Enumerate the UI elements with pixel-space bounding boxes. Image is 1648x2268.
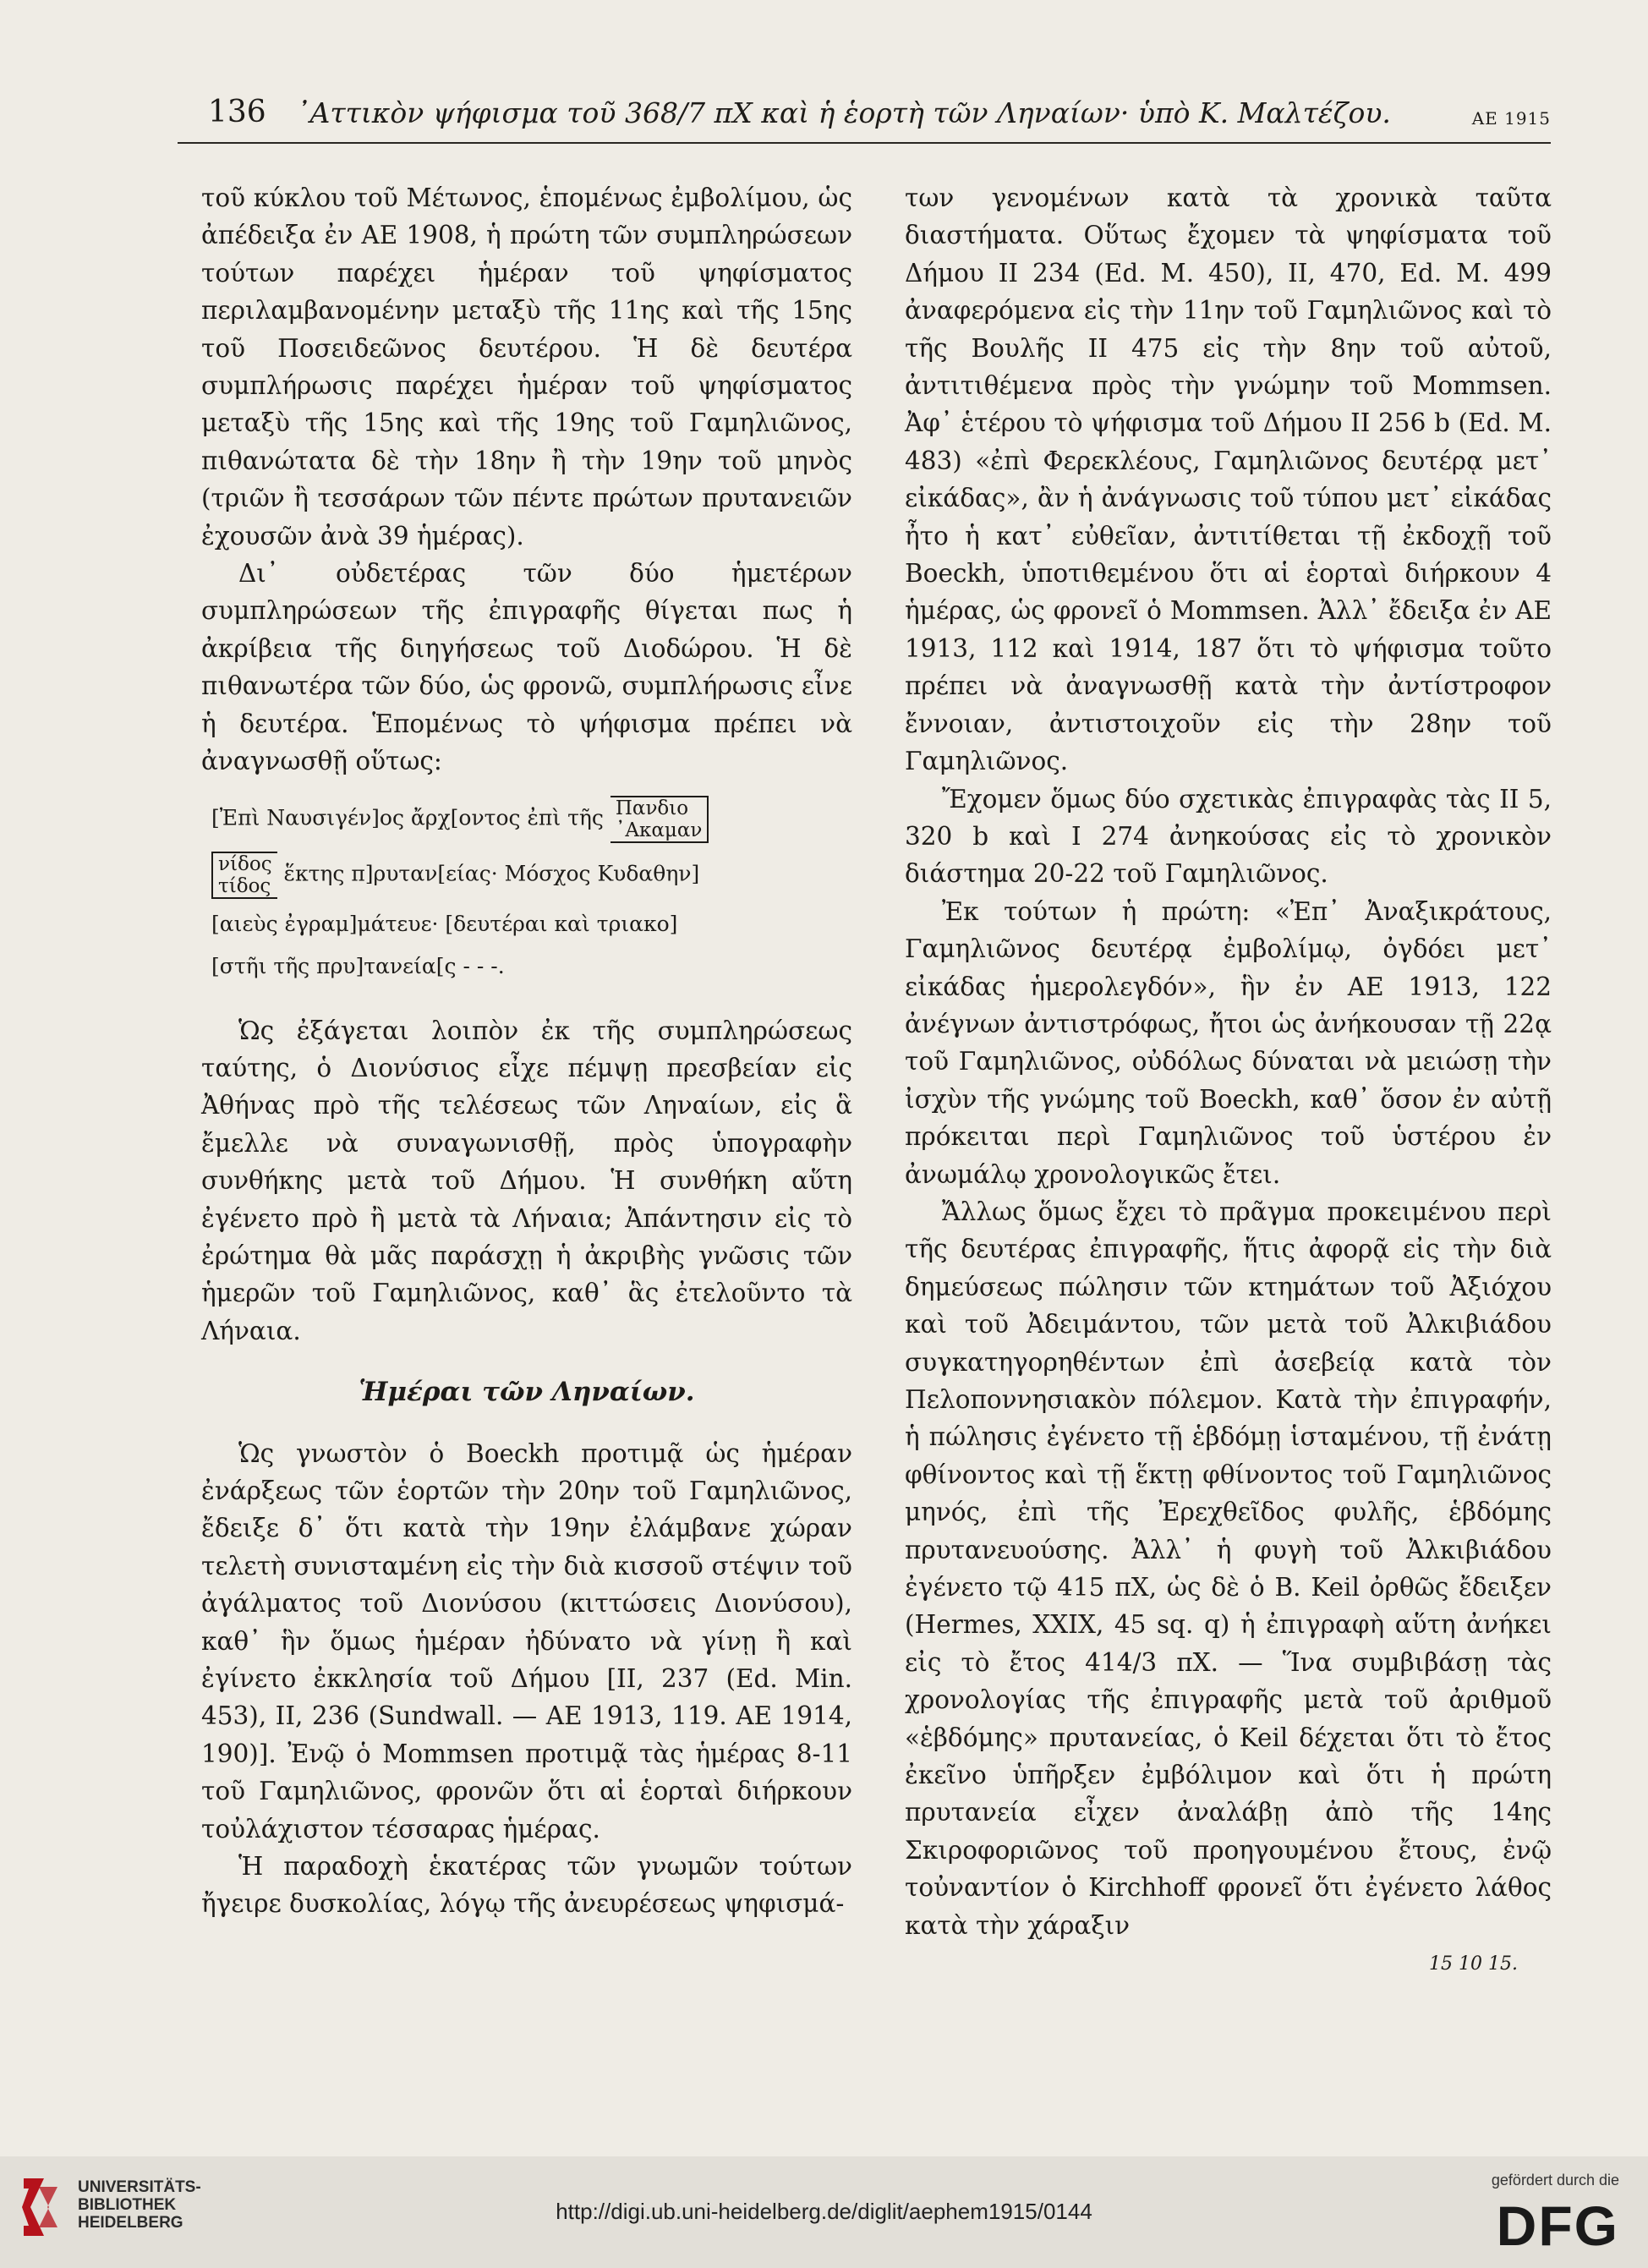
section-heading: Ἡμέραι τῶν Ληναίων. bbox=[359, 1377, 695, 1408]
reading-option: τίδος bbox=[218, 874, 271, 897]
page-header bbox=[178, 91, 1551, 144]
date-mark: 15 10 15. bbox=[1429, 1953, 1518, 1975]
paragraph: των γενομένων κατὰ τὰ χρονικὰ ταῦτα διαστήματα. Οὕτως ἔχομεν τὰ ψηφίσματα τοῦ Δήμου ΙΙ 234 (Ed. M. 450), ΙΙ, 470, Ed. M. 499 ἀναφερόμενα εἰς τὴν 11ην τοῦ Γαμηλιῶνος καὶ τὸ τῆς Βουλῆς ΙΙ 475 εἰς τὴν 8ην τοῦ αὐτοῦ, ἀντιτιθέμενα πρὸς τὴν γνώμην τοῦ Mommsen. Ἀφ᾿ ἑτέρου τὸ ψήφισμα τοῦ Δήμου ΙΙ 256 b (Ed. M. 483) «ἐπὶ Φερεκλέους, Γαμηλιῶνος δευτέρᾳ μετ᾿ εἰκάδας», ἂν ἡ ἀνάγνωσις τοῦ τύπου μετ᾿ εἰκάδας ἦτο ἡ κατ᾿ εὐθεῖαν, ἀντιτίθεται τῇ ἐκδοχῇ τοῦ Boeckh, ὑποτιθεμένου ὅτι αἱ ἑορταὶ διήρκουν 4 ἡμέρας, ὡς φρονεῖ ὁ Mommsen. Ἀλλ᾿ ἔδειξα ἐν ΑΕ 1913, 112 καὶ 1914, 187 ὅτι τὸ ψήφισμα τοῦτο πρέπει νὰ ἀναγνωσθῇ κατὰ τὴν ἀντίστροφον ἔννοιαν, ἀντιστοιχοῦν εἰς τὴν 28ην τοῦ Γαμηλιῶνος. bbox=[905, 184, 1552, 776]
paragraph: Ὡς γνωστὸν ὁ Boeckh προτιμᾷ ὡς ἡμέραν ἐνάρξεως τῶν ἑορτῶν τὴν 20ην τοῦ Γαμηλιῶνος, ἔδειξε δ᾿ ὅτι κατὰ τὴν 19ην ἐλάμβανε χώραν τελετὴ συνισταμένη εἰς τὴν διὰ κισσοῦ στέψιν τοῦ ἀγάλματος τοῦ Διονύσου (κιττώσεις Διονύσου), καθ᾿ ἣν ὅμως ἡμέραν ἠδύνατο νὰ γίνῃ ἢ καὶ ἐγίνετο ἐκκλησία τοῦ Δήμου [ΙΙ, 237 (Ed. Min. 453), ΙΙ, 236 (Sundwall. — ΑΕ 1913, 119. ΑΕ 1914, 190)]. Ἐνῷ ὁ Mommsen προτιμᾷ τὰς ἡμέρας 8-11 τοῦ Γαμηλιῶνος, φρονῶν ὅτι αἱ ἑορταὶ διήρκουν τοὐλάχιστον τέσσαρας ἡμέρας. bbox=[201, 1438, 852, 1843]
paragraph: Ὡς ἐξάγεται λοιπὸν ἐκ τῆς συμπληρώσεως ταύτης, ὁ Διονύσιος εἶχε πέμψῃ πρεσβείαν εἰς Ἀθήνας πρὸ τῆς τελέσεως τῶν Ληναίων, εἰς ἃ ἔμελλε νὰ συναγωνισθῇ, πρὸς ὑπογραφὴν συνθήκης μετὰ τοῦ Δήμου. Ἡ συνθήκη αὕτη ἐγένετο πρὸ ἢ μετὰ τὰ Λήναια; Ἀπάντησιν εἰς τὸ ἐρώτημα θὰ μᾶς παράσχῃ ἡ ἀκριβὴς γνῶσις τῶν ἡμερῶν τοῦ Γαμηλιῶνος, καθ᾿ ἃς ἐτελοῦντο τὰ Λήναια. bbox=[201, 1016, 852, 1345]
inscription-restoration bbox=[211, 796, 852, 983]
inscription-line bbox=[211, 796, 852, 843]
source-url[interactable]: http://digi.ub.uni-heidelberg.de/diglit/aephem1915/0144 bbox=[556, 2199, 1092, 2224]
inscription-line: [στῆι τῆς πρυ]τανεία[ς - - -. bbox=[211, 953, 505, 978]
reading-option: Πανδιο bbox=[615, 797, 689, 819]
paragraph: τοῦ κύκλου τοῦ Μέτωνος, ἑπομένως ἐμβολίμου, ὡς ἀπέδειξα ἐν ΑΕ 1908, ἡ πρώτη τῶν συμπληρώσεων τούτων παρέχει ἡμέραν τοῦ ψηφίσματος περιλαμβανομένην μεταξὺ τῆς 11ης καὶ τῆς 15ης τοῦ Ποσειδεῶνος δευτέρου. Ἡ δὲ δευτέρα συμπλήρωσις παρέχει ἡμέραν τοῦ ψηφίσματος μεταξὺ τῆς 15ης καὶ τῆς 19ης τοῦ Γαμηλιῶνος, πιθανώτατα δὲ τὴν 18ην ἢ τὴν 19ην τοῦ μηνὸς (τριῶν ἢ τεσσάρων τῶν πέντε πρώτων πρυτανειῶν ἐχουσῶν ἀνὰ 39 ἡμέρας). bbox=[201, 184, 852, 551]
paragraph: Ἡ παραδοχὴ ἑκατέρας τῶν γνωμῶν τούτων ἤγειρε δυσκολίας, λόγῳ τῆς ἀνευρέσεως ψηφισμά- bbox=[201, 1852, 852, 1919]
inscription-text: ἕκτης π]ρυταν[είας· Μόσχος Κυδαθην] bbox=[283, 861, 700, 885]
footer-bar bbox=[0, 2156, 1648, 2268]
alternative-readings bbox=[211, 852, 277, 899]
alternative-readings bbox=[610, 796, 709, 843]
paragraph: Δι᾿ οὐδετέρας τῶν δύο ἡμετέρων συμπληρώσεων τῆς ἐπιγραφῆς θίγεται πως ἡ ἀκρίβεια τῆς διηγήσεως τοῦ Διοδώρου. Ἡ δὲ πιθανωτέρα τῶν δύο, ὡς φρονῶ, συμπλήρωσις εἶνε ἡ δευτέρα. Ἑπομένως τὸ ψήφισμα πρέπει νὰ ἀναγνωσθῇ οὕτως: bbox=[201, 559, 852, 776]
library-name: UNIVERSITÄTS-BIBLIOTHEK HEIDELBERG bbox=[78, 2178, 201, 2232]
left-column bbox=[201, 179, 852, 1923]
paragraph: Ἐκ τούτων ἡ πρώτη: «Ἐπ᾿ Ἀναξικράτους, Γαμηλιῶνος δευτέρᾳ ἐμβολίμῳ, ὀγδόει μετ᾿ εἰκάδας ἡμερολεγδόν», ἣν ἐν ΑΕ 1913, 122 ἀνέγνων ἀντιστρόφως, ἤτοι ὡς ἀνήκουσαν τῇ 22ᾳ τοῦ Γαμηλιῶνος, οὐδόλως δύναται νὰ μειώσῃ τὴν ἰσχὺν τῆς γνώμης τοῦ Boeckh, καθ᾿ ὅσον ἐν αὐτῇ πρόκειται περὶ Γαμηλιῶνος τοῦ ὑστέρου ἐν ἀνωμάλῳ χρονολογικῶς ἔτει. bbox=[905, 896, 1552, 1189]
inscription-text: [Ἐπὶ Ναυσιγέν]ος ἄρχ[οντος ἐπὶ τῆς bbox=[211, 805, 604, 830]
inscription-line: [αιεὺς ἐγραμ]μάτευε· [δευτέραι καὶ τριακο] bbox=[211, 911, 678, 936]
reading-option: νίδος bbox=[218, 852, 272, 875]
right-column bbox=[905, 179, 1552, 1984]
dfg-logo: DFG bbox=[1496, 2194, 1619, 2257]
paragraph: Ἄλλως ὅμως ἔχει τὸ πρᾶγμα προκειμένου περὶ τῆς δευτέρας ἐπιγραφῆς, ἥτις ἀφορᾷ εἰς τὴν διὰ δημεύσεως πώλησιν τῶν κτημάτων τοῦ Ἀξιόχου καὶ τοῦ Ἀδειμάντου, τῶν μετὰ τοῦ Ἀλκιβιάδου συγκατηγορηθέντων ἐπὶ ἀσεβείᾳ κατὰ τὸν Πελοποννησιακὸν πόλεμον. Κατὰ τὴν ἐπιγραφήν, ἡ πώλησις ἐγένετο τῇ ἑβδόμῃ ἱσταμένου, τῇ ἐνάτῃ φθίνοντος καὶ τῇ ἕκτῃ φθίνοντος τοῦ Γαμηλιῶνος μηνός, ἐπὶ τῆς Ἐρεχθεῖδος φυλῆς, ἑβδόμης πρυτανευούσης. Ἀλλ᾿ ἡ φυγὴ τοῦ Ἀλκιβιάδου ἐγένετο τῷ 415 πΧ, ὡς δὲ ὁ Β. Keil ὀρθῶς ἔδειξεν (Hermes, XXIX, 45 sq. q) ἡ ἐπιγραφὴ αὕτη ἀνήκει εἰς τὸ ἔτος 414/3 πΧ. — Ἵνα συμβιβάσῃ τὰς χρονολογίας τῆς ἐπιγραφῆς μετὰ τοῦ ἀριθμοῦ «ἑβδόμης» πρυτανείας, ὁ Keil δέχεται ὅτι τὸ ἔτος ἐκεῖνο ὑπῆρξεν ἐμβόλιμον καὶ ὅτι ἡ πρώτη πρυτανεία εἶχεν ἀναλάβῃ ἀπὸ τῆς 14ης Σκιροφοριῶνος τοῦ προηγουμένου ἔτους, ἐνῷ τοὐναντίον ὁ Kirchhoff φρονεῖ ὅτι ἐγένετο λάθος κατὰ τὴν χάραξιν bbox=[905, 1197, 1552, 1940]
page-number: 136 bbox=[208, 95, 266, 129]
running-title: ᾿Αττικὸν ψήφισμα τοῦ 368/7 πΧ καὶ ἡ ἑορτὴ τῶν Ληναίων· ὑπὸ Κ. Μαλτέζου. bbox=[296, 96, 1391, 129]
reading-option: ᾿Ακαμαν bbox=[615, 819, 703, 841]
journal-reference: ΑΕ 1915 bbox=[1471, 108, 1551, 129]
inscription-line bbox=[211, 852, 852, 899]
paragraph: Ἔχομεν ὅμως δύο σχετικὰς ἐπιγραφὰς τὰς ΙΙ 5, 320 b καὶ Ι 274 ἀνηκούσας εἰς τὸ χρονικὸν διάστημα 20-22 τοῦ Γαμηλιῶνος. bbox=[905, 784, 1552, 889]
funding-note: gefördert durch die bbox=[1491, 2172, 1619, 2189]
